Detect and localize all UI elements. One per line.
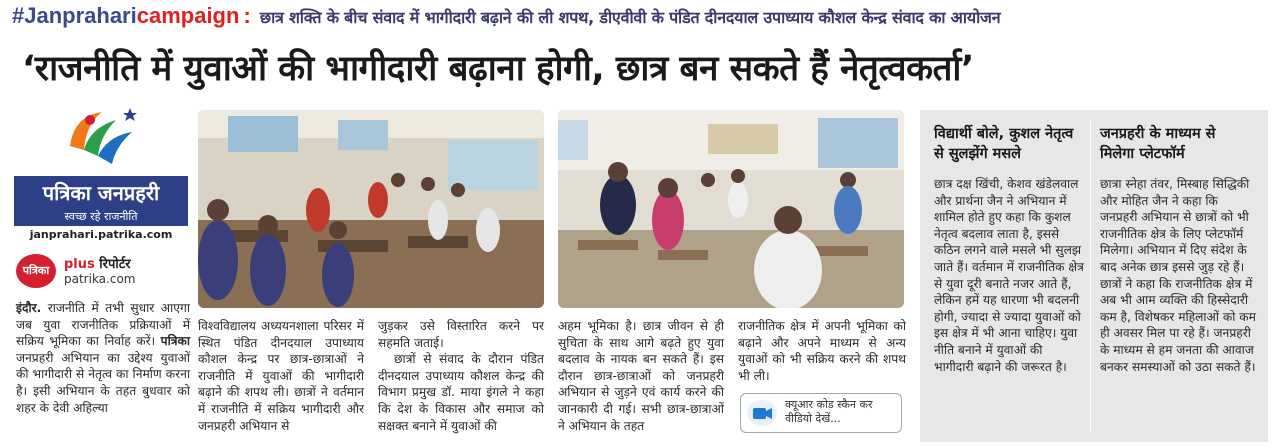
sidebar-1-heading: विद्यार्थी बोले, कुशल नेतृत्व से सुलझेंगे मसले xyxy=(934,126,1074,162)
article-column-4: अहम भूमिका है। छात्र जीवन से ही सुचिता के साथ आगे बढ़ते हुए युवा बदलाव के नायक बन सकते हैं। इस दौरान छात्र-छात्राओं को जनप्रहरी अभियान से जुड़ने एवं कार्य करने की जानकारी दी गई। सभी छात्र-छात्राओं ने अभियान के तहत xyxy=(558,319,724,433)
video-camera-icon xyxy=(747,400,777,426)
sidebar-2-heading: जनप्रहरी के माध्यम से मिलेगा प्लेटफॉर्म xyxy=(1100,126,1216,162)
campaign-strap xyxy=(12,3,1272,31)
article-column-1: इंदौर. राजनीति में तभी सुधार आएगा जब युवा राजनीतिक प्रक्रियाओं में सक्रिय भूमिका का निर्वाह करें। पत्रिका जनप्रहरी अभियान का उद्देश्य युवाओं की भागीदारी से नेतृत्व का निर्माण करना है। इसी अभियान के तहत बुधवार को शहर के देवी अहिल्या xyxy=(16,301,190,415)
strap-text: छात्र शक्ति के बीच संवाद में भागीदारी बढ़ाने की ली शपथ, डीएवीवी के पंडित दीनदयाल उपाध्याय कौशल केन्द्र संवाद का आयोजन xyxy=(259,8,1001,27)
sidebar-1-text: छात्र दक्ष खिंची, केशव खंडेलवाल और प्रार्थना जैन ने अभियान में शामिल होते हुए कहा कि कुशल नेतृत्व बदलाव लाता है, इससे कठिन लगने वाले मसले भी सुलझ जाते हैं। वर्तमान में राजनीतिक क्षेत्र से युवा दूरी बनाते नजर आते हैं, लेकिन हमें यह धारणा भी बदलनी होगी, ज्यादा से ज्यादा युवाओं को इस क्षेत्र में भी आना चाहिए। युवा नीति बनाने में युवाओं की भागीदारी बढ़ाने की जरूरत है। xyxy=(934,177,1084,374)
article-column-2: विश्वविद्यालय अध्ययनशाला परिसर में स्थित पंडित दीनदयाल उपाध्याय कौशल केन्द्र पर छात्र-छात्राओं ने राजनीति में युवाओं की भागीदारी बढ़ाने की शपथ ली। छात्रों ने वर्तमान में राजनीति में सक्रिय भागीदारी और जनप्रहरी अभियान से xyxy=(198,319,364,433)
logo-url[interactable]: janprahari.patrika.com xyxy=(29,228,173,241)
qr-video-box[interactable] xyxy=(740,393,902,433)
classroom-photo-2 xyxy=(558,110,904,308)
logo-title: पत्रिका जनप्रहरी xyxy=(14,176,188,210)
brand-name: पत्रिका xyxy=(160,334,190,349)
logo-tagline: स्वच्छ रहे राजनीति xyxy=(14,210,188,226)
strap-separator: : xyxy=(243,3,251,28)
dateline: इंदौर. xyxy=(16,301,42,315)
campaign-hashtag: #Janpraharicampaign xyxy=(12,3,240,28)
sidebar-platform xyxy=(1090,110,1268,442)
patrika-badge: पत्रिका xyxy=(16,254,56,288)
janprahari-emblem-icon xyxy=(60,106,140,170)
headline: ‘राजनीति में युवाओं की भागीदारी बढ़ाना होगी, छात्र बन सकते हैं नेतृत्वकर्ता’ xyxy=(22,49,974,89)
sidebar-divider xyxy=(1090,120,1091,432)
plus-reporter: plus रिपोर्टर xyxy=(64,257,131,272)
sidebar-students-said xyxy=(920,110,1090,442)
classroom-photo-1 xyxy=(198,110,544,308)
sidebar-2-text: छात्रा स्नेहा तंवर, मिस्बाह सिद्धिकी और मोहित जैन ने कहा कि जनप्रहरी अभियान से छात्रों को भी राजनीतिक क्षेत्र के लिए प्लेटफॉर्म मिलेगा। अभियान में दिए संदेश के बाद अनेक छात्र इससे जुड़ रहे हैं। छात्रों ने कहा कि राजनीतिक क्षेत्र में अब भी आम व्यक्ति की हिस्सेदारी कम है, विशेषकर महिलाओं को कम ही अवसर मिल पा रहे हैं। जनप्रहरी के माध्यम से हम जनता की आवाज बनकर समस्याओं को उठा सकते हैं। xyxy=(1100,177,1256,374)
byline-site[interactable]: patrika.com xyxy=(64,272,136,286)
qr-label: क्यूआर कोड स्कैन कर वीडियो देखें... xyxy=(785,398,873,425)
article-column-3: जुड़कर उसे विस्तारित करने पर सहमति जताई। छात्रों से संवाद के दौरान पंडित दीनदयाल उपाध्याय कौशल केन्द्र की विभाग प्रमुख डॉ. माया इंगले ने कहा कि देश के विकास और समाज को सक्षक्त बनाने में युवाओं की xyxy=(378,319,544,433)
byline xyxy=(16,252,196,292)
article-column-5: राजनीतिक क्षेत्र में अपनी भूमिका को बढ़ाने और अपने माध्यम से अन्य युवाओं को भी सक्रिय करने की शपथ भी ली। xyxy=(738,319,906,383)
janprahari-logo xyxy=(14,104,188,244)
